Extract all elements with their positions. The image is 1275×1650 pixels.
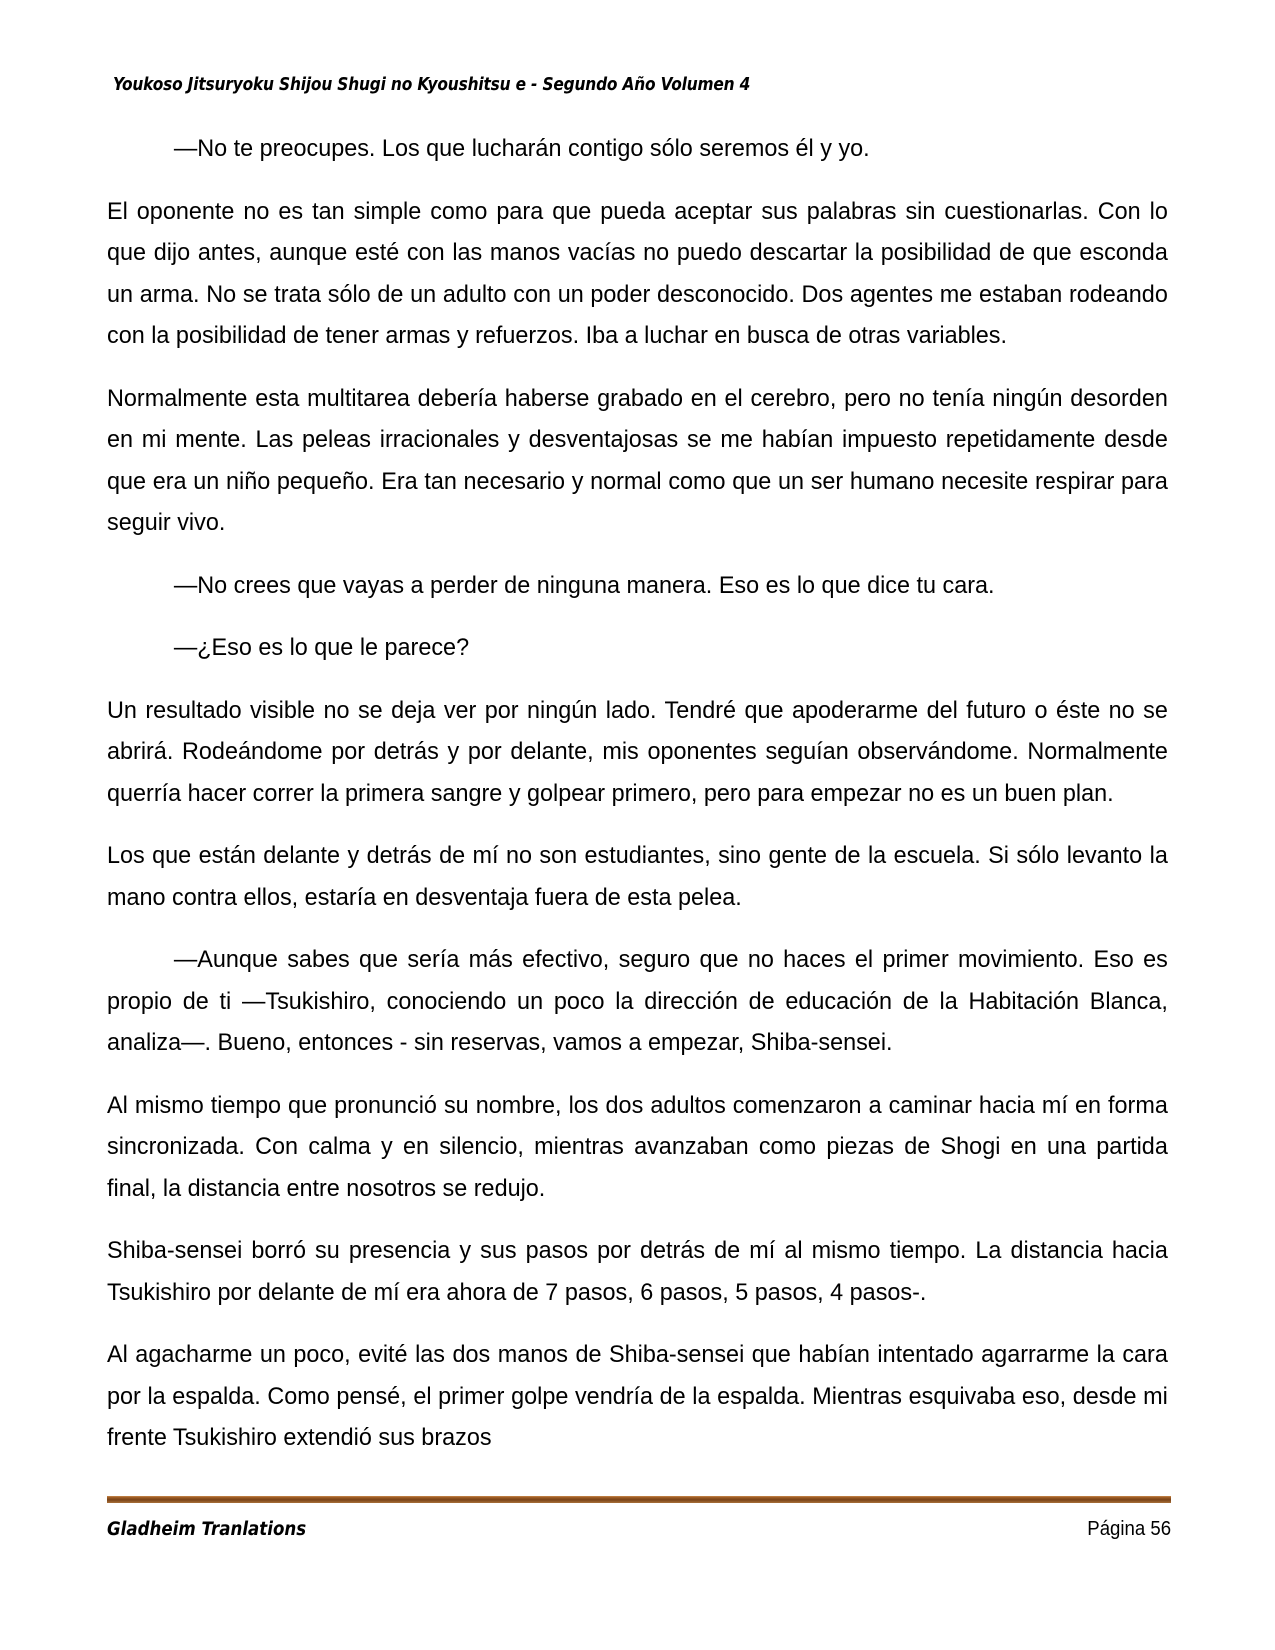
footer-row [107,1518,1171,1541]
dialogue-paragraph: —No crees que vayas a perder de ninguna manera. Eso es lo que dice tu cara. [173,571,995,599]
narration-paragraph: Los que están delante y detrás de mí no son estudiantes, sino gente de la escuela. Si sólo levanto la mano contra ellos, estaría en desventaja fuera de esta pelea. [107,842,1168,911]
narration-paragraph: Normalmente esta multitarea debería haberse grabado en el cerebro, pero no tenía ningún desorden en mi mente. Las peleas irracionales y desventajosas se me habían impuesto repetidamente desde que era un niño pequeño. Era tan necesario y normal como que un ser humano necesite respirar para seguir vivo. [107,384,1168,536]
narration-paragraph: Al agacharme un poco, evité las dos manos de Shiba-sensei que habían intentado agarrarme la cara por la espalda. Como pensé, el primer golpe vendría de la espalda. Mientras esquivaba eso, desde mi frente Tsukishiro extendió sus brazos [107,1341,1168,1451]
footer-divider [107,1496,1171,1503]
footer-credit: Gladheim Tranlations [107,1519,307,1540]
dialogue-paragraph: —¿Eso es lo que le parece? [173,634,470,661]
footer-page-number: Página 56 [1087,1518,1171,1540]
dialogue-paragraph: —No te preocupes. Los que lucharán contigo sólo seremos él y yo. [173,135,870,162]
header-title: Youkoso Jitsuryoku Shijou Shugi no Kyoushitsu e - Segundo Año Volumen 4 [113,75,751,95]
page-footer [107,1496,1171,1541]
narration-paragraph: Al mismo tiempo que pronunció su nombre, los dos adultos comenzaron a caminar hacia mí en forma sincronizada. Con calma y en silencio, mientras avanzaban como piezas de Shogi en una partida final, la distancia entre nosotros se redujo. [107,1091,1168,1202]
running-header [113,72,1163,98]
dialogue-paragraph: —Aunque sabes que sería más efectivo, seguro que no haces el primer movimiento. Eso es propio de ti —Tsukishiro, conociendo un poco la dirección de educación de la Habitación Blanca, analiza—. Bueno, entonces - sin reservas, vamos a empezar, Shiba-sensei. [107,946,1168,1056]
document-body [107,128,1170,1480]
narration-paragraph: Un resultado visible no se deja ver por ningún lado. Tendré que apoderarme del futuro o éste no se abrirá. Rodeándome por detrás y por delante, mis oponentes seguían observándome. Normalmente querría hacer correr la primera sangre y golpear primero, pero para empezar no es un buen plan. [107,696,1168,807]
narration-paragraph: El oponente no es tan simple como para que pueda aceptar sus palabras sin cuestionarlas. Con lo que dijo antes, aunque esté con las manos vacías no puedo descartar la posibilidad de que esconda un arma. No se trata sólo de un adulto con un poder desconocido. Dos agentes me estaban rodeando con la posibilidad de tener armas y refuerzos. Iba a luchar en busca de otras variables. [107,197,1168,349]
narration-paragraph: Shiba-sensei borró su presencia y sus pasos por detrás de mí al mismo tiempo. La distancia hacia Tsukishiro por delante de mí era ahora de 7 pasos, 6 pasos, 5 pasos, 4 pasos-. [107,1237,1168,1306]
